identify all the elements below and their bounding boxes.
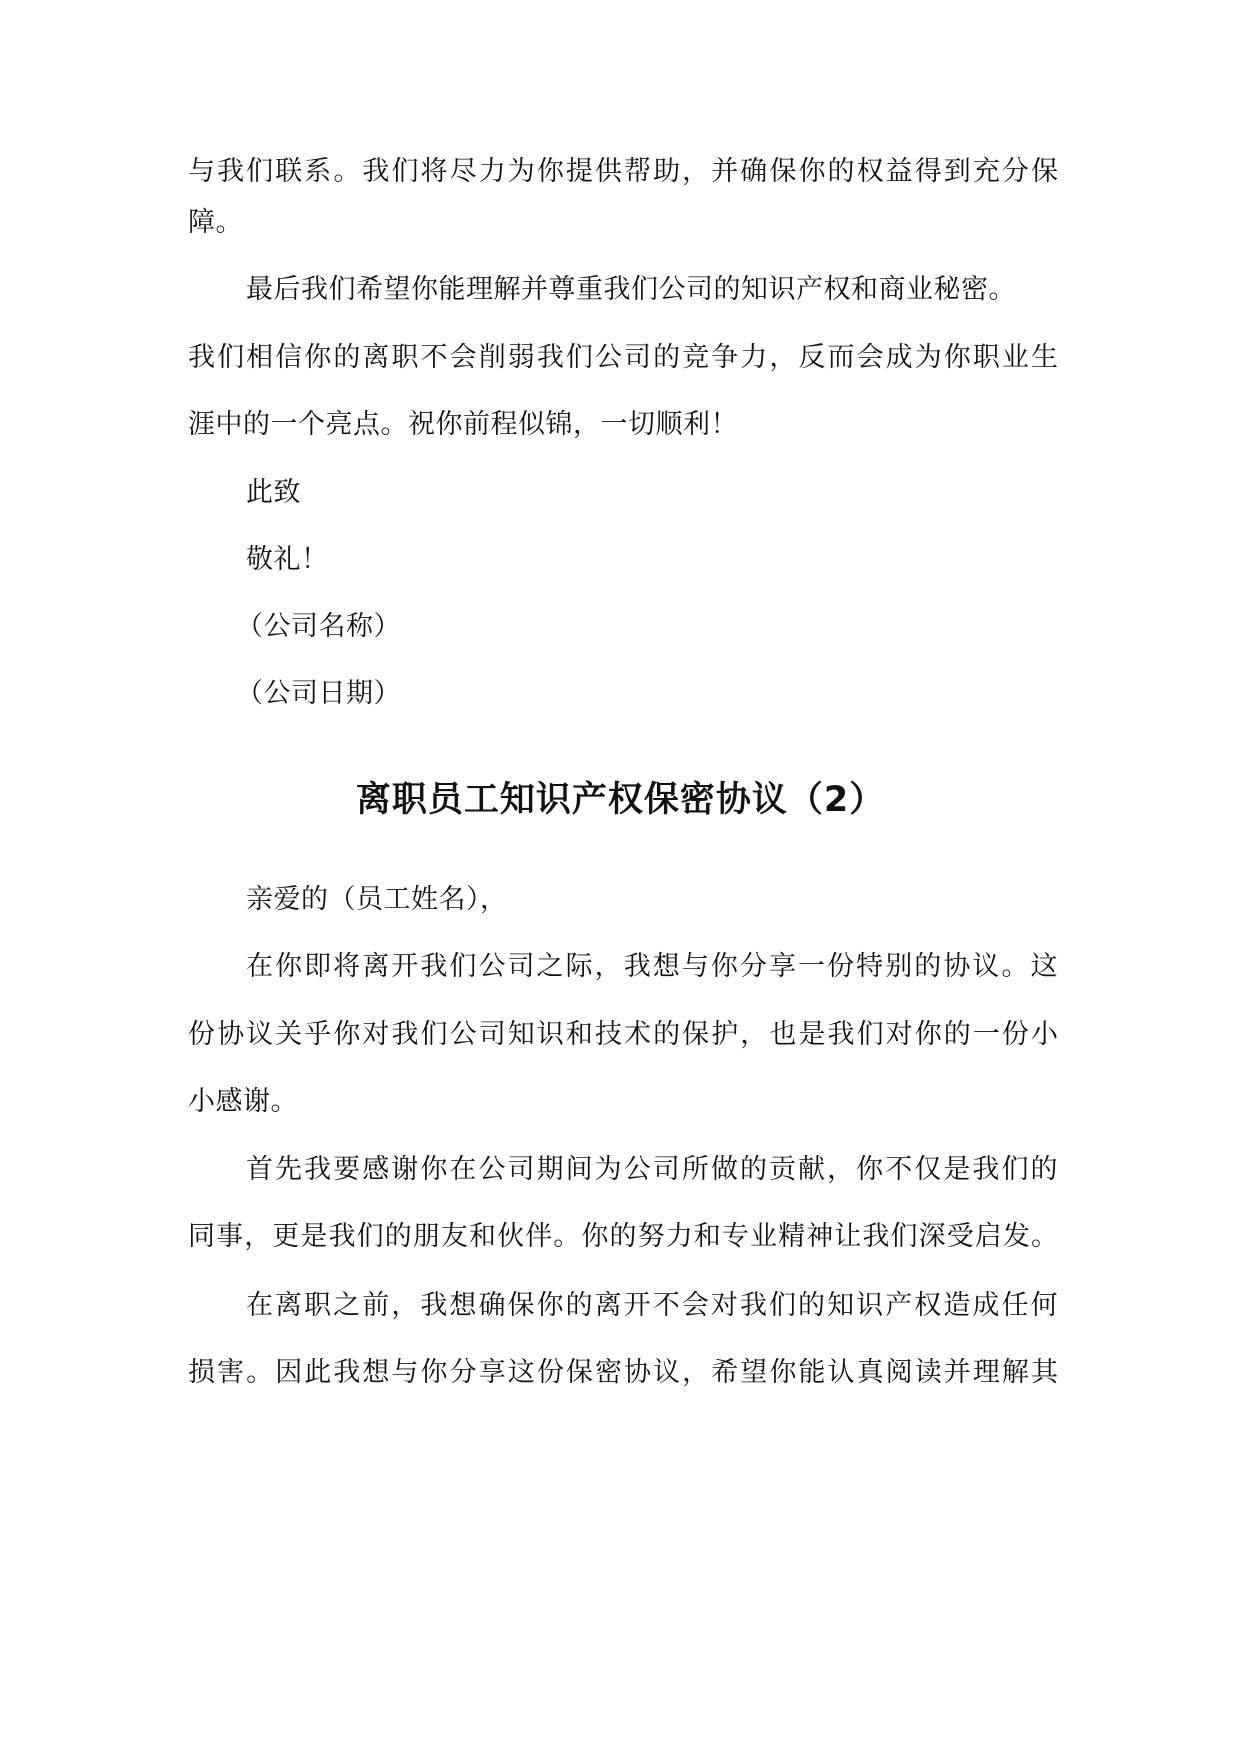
salutation: 此致 (246, 477, 301, 508)
paragraph-line: 在离职之前，我想确保你的离开不会对我们的知识产权造成任何 (246, 1290, 1058, 1321)
company-name-placeholder: （公司名称） (236, 611, 401, 642)
paragraph-line: 同事，更是我们的朋友和伙伴。你的努力和专业精神让我们深受启发。 (188, 1221, 1058, 1252)
paragraph-line: 涯中的一个亮点。祝你前程似锦，一切顺利！ (188, 409, 738, 440)
paragraph-line: 我们相信你的离职不会削弱我们公司的竞争力，反而会成为你职业生 (188, 342, 1058, 373)
greeting: 亲爱的（员工姓名）， (246, 884, 508, 915)
paragraph-line: 份协议关乎你对我们公司知识和技术的保护，也是我们对你的一份小 (188, 1019, 1058, 1050)
salutation-closing: 敬礼！ (246, 544, 329, 575)
paragraph-line: 最后我们希望你能理解并尊重我们公司的知识产权和商业秘密。 (246, 274, 1016, 305)
paragraph-line: 首先我要感谢你在公司期间为公司所做的贡献，你不仅是我们的 (246, 1154, 1058, 1185)
paragraph-line: 在你即将离开我们公司之际，我想与你分享一份特别的协议。这 (246, 951, 1058, 982)
company-date-placeholder: （公司日期） (236, 678, 401, 709)
paragraph-line: 障。 (188, 207, 243, 238)
paragraph-line: 与我们联系。我们将尽力为你提供帮助，并确保你的权益得到充分保 (188, 156, 1058, 187)
paragraph-line: 损害。因此我想与你分享这份保密协议，希望你能认真阅读并理解其 (188, 1357, 1058, 1388)
section-title: 离职员工知识产权保密协议（2） (355, 780, 886, 820)
paragraph-line: 小感谢。 (188, 1086, 298, 1117)
